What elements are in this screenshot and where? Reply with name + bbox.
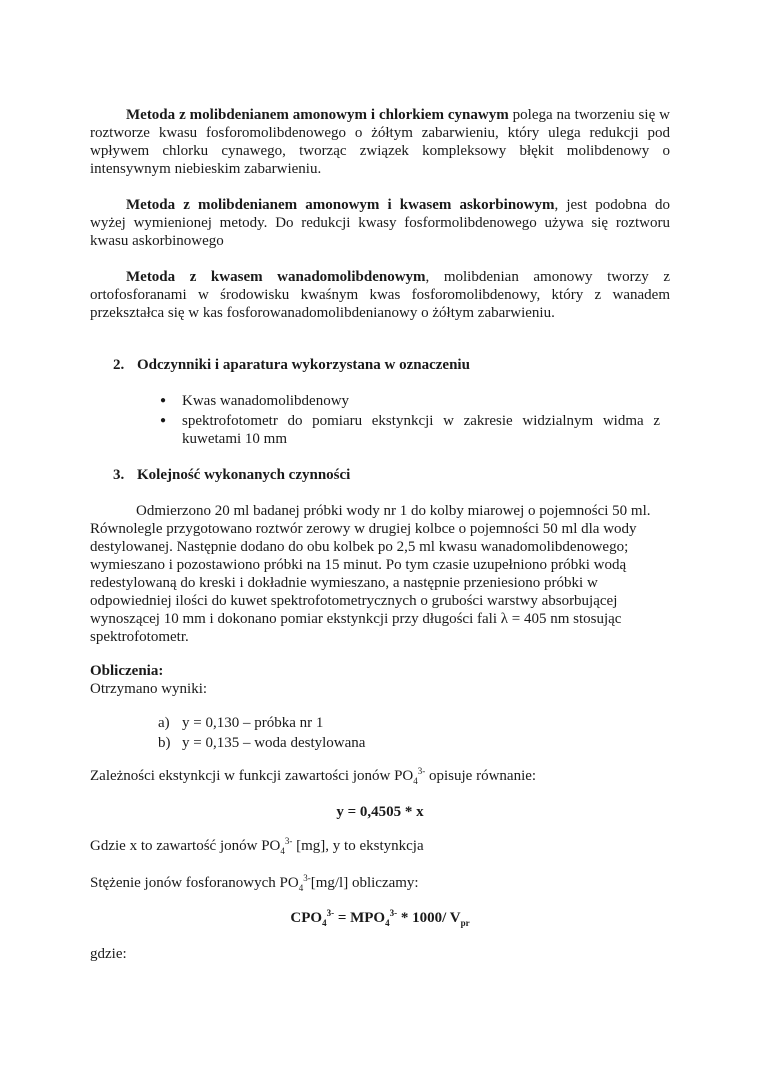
method-3-title: Metoda z kwasem wanadomolibdenowym	[126, 269, 426, 285]
formula-part-c: * 1000/ V	[397, 910, 461, 926]
where-sup: 3-	[284, 836, 293, 846]
section-3-title: Kolejność wykonanych czynności	[137, 467, 351, 483]
paragraph-method-3	[90, 268, 670, 322]
equation: y = 0,4505 * x	[336, 804, 424, 820]
section-2-title: Odczynniki i aparatura wykorzystana w oznaczeniu	[137, 357, 470, 373]
conc-sub: 4	[298, 883, 304, 893]
method-2-title: Metoda z molibdenianem amonowym i kwasem askorbinowym	[126, 197, 555, 213]
list-item	[158, 734, 365, 752]
relation-sup: 3-	[417, 766, 426, 776]
section-3-number: 3.	[113, 467, 125, 483]
where-sub: 4	[280, 846, 285, 856]
result-text: y = 0,130 – próbka nr 1	[182, 715, 324, 731]
result-label: b)	[158, 735, 171, 751]
paragraph-method-2	[90, 196, 670, 250]
list-item	[158, 714, 365, 732]
method-1-text: polega na tworzeniu się w roztworze kwasu fosforomolibdenowego o żółtym zabarwieniu, który ulega redukcji pod wpływem chlorku cynawego, tworząc związek kompleksowy błękit molibdenowy o intensywnym niebieskim zabarwieniu.	[90, 107, 670, 177]
formula-a-sup: 3-	[326, 908, 335, 918]
method-1-title: Metoda z molibdenianem amonowym i chlorkiem cynawym	[126, 107, 509, 123]
method-3-text: , molibdenian amonowy tworzy z ortofosforanami w środowisku kwaśnym kwas fosforomolibdenowy, który z wanadem przekształca się w kas fosforowanadomolibdenianowy o żółtym zabarwieniu.	[90, 269, 670, 321]
gdzie-label: gdzie:	[90, 946, 127, 962]
conc-pre: Stężenie jonów fosforanowych PO	[90, 875, 299, 891]
formula-a-sub: 4	[322, 918, 327, 928]
results-list	[158, 714, 365, 754]
list-item: ● spektrofotometr do pomiaru ekstynkcji w zakresie widzialnym widma z kuwetami 10 mm	[160, 412, 660, 448]
section-2-number: 2.	[113, 357, 125, 373]
section-2-heading	[113, 356, 470, 374]
method-2-text: , jest podobna do wyżej wymienionej metody. Do redukcji kwasy fosformolibdenowego używa się roztworu kwasu askorbinowego	[90, 197, 670, 249]
calc-intro: Otrzymano wyniki:	[90, 681, 208, 697]
concentration-line	[90, 874, 670, 892]
procedure-text: Odmierzono 20 ml badanej próbki wody nr 1 do kolby miarowej o pojemności 50 ml. Równolegle przygotowano roztwór zerowy w drugiej kolbce o pojemności 50 ml dla wody destylowanej. Następnie dodano do obu kolbek po 2,5 ml kwasu wanadomolibdenowego; wymieszano i pozostawiono próbki na 15 minut. Po tym czasie uzupełniono próbki wodą redestylowaną do kreski i dokładnie wymieszano, a następnie przeniesiono próbki w odpowiedniej ilości do kuwet spektrofotometrycznych o grubości warstwy absorbującej wynoszącej 10 mm i dokonano pomiar ekstynkcji przy długości fali λ = 405 nm stosując spektrofotometr.	[90, 503, 651, 645]
formula-b-sup: 3-	[389, 908, 398, 918]
relation-sub: 4	[413, 776, 418, 786]
result-label: a)	[158, 715, 170, 731]
where-pre: Gdzie x to zawartość jonów PO	[90, 838, 281, 854]
relation-pre: Zależności ekstynkcji w funkcji zawartości jonów PO	[90, 768, 414, 784]
where-post: [mg], y to ekstynkcja	[292, 838, 424, 854]
formula-part-a: CPO	[290, 910, 323, 926]
concentration-formula	[90, 909, 670, 927]
formula-c-sub: pr	[460, 918, 470, 928]
section-3-heading	[113, 466, 350, 484]
calc-heading: Obliczenia:	[90, 663, 164, 679]
result-text: y = 0,135 – woda destylowana	[182, 735, 366, 751]
formula-part-b: = MPO	[334, 910, 386, 926]
formula-b-sub: 4	[385, 918, 390, 928]
where-line	[90, 837, 670, 855]
relation-post: opisuje równanie:	[425, 768, 537, 784]
paragraph-method-1	[90, 106, 670, 178]
conc-sup: 3-	[303, 873, 311, 883]
relation-line	[90, 767, 670, 785]
list-item: ● Kwas wanadomolibdenowy	[160, 392, 660, 410]
procedure-paragraph	[90, 502, 670, 646]
reagents-list	[160, 392, 660, 450]
conc-post: [mg/l] obliczamy:	[310, 875, 419, 891]
